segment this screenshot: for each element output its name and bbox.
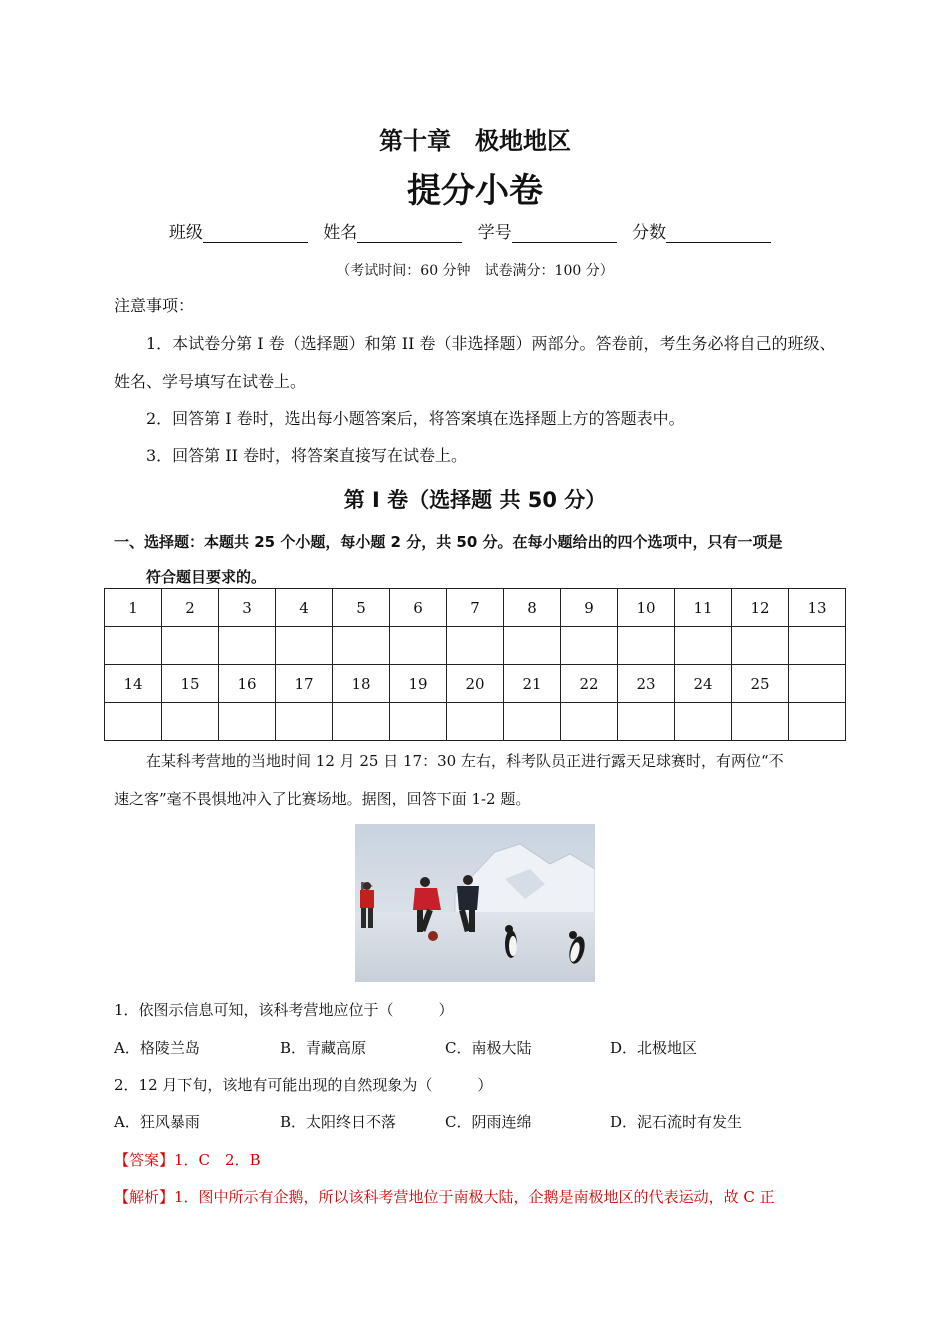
score-blank[interactable] (666, 226, 771, 243)
answer-cell[interactable] (561, 627, 618, 665)
answer-cell[interactable] (219, 627, 276, 665)
question-1-stem: 1．依图示信息可知，该科考营地应位于（ ） (114, 1001, 454, 1019)
q-number-cell: 24 (675, 665, 732, 703)
answer-cell[interactable] (105, 627, 162, 665)
answer-cell[interactable] (618, 703, 675, 741)
notice-heading: 注意事项： (114, 296, 195, 315)
q2-option-c[interactable]: C．阴雨连绵 (445, 1113, 532, 1131)
q-number-cell: 10 (618, 589, 675, 627)
q-number-cell (789, 665, 846, 703)
answer-cell[interactable] (162, 703, 219, 741)
notice-item-2: 2．回答第 I 卷时，选出每小题答案后，将答案填在选择题上方的答题表中。 (146, 409, 685, 428)
name-label: 姓名 (323, 223, 358, 243)
answer-cell[interactable] (276, 703, 333, 741)
answer-cell[interactable] (333, 627, 390, 665)
q-number-cell: 1 (105, 589, 162, 627)
answer-text: 1．C 2．B (174, 1151, 261, 1169)
q-number-cell: 13 (789, 589, 846, 627)
section1-instruction: 一、选择题：本题共 25 个小题，每小题 2 分，共 50 分。在每小题给出的四个选项中，只有一项是 (114, 533, 783, 551)
analysis-label: 【解析】 (114, 1188, 175, 1206)
q-number-cell: 6 (390, 589, 447, 627)
football (428, 931, 438, 941)
q-number-cell: 12 (732, 589, 789, 627)
answer-cell[interactable] (789, 703, 846, 741)
answer-cell[interactable] (675, 703, 732, 741)
q-number-cell: 15 (162, 665, 219, 703)
answer-cell[interactable] (732, 703, 789, 741)
q-number-cell: 7 (447, 589, 504, 627)
q1-option-a[interactable]: A．格陵兰岛 (114, 1039, 200, 1057)
passage-text: 在某科考营地的当地时间 12 月 25 日 17：30 左右，科考队员正进行露天足球赛时，有两位“不 (146, 752, 784, 770)
answer-table-header-row-1 (105, 589, 846, 627)
q2-option-d[interactable]: D．泥石流时有发生 (610, 1113, 743, 1131)
answer-cell[interactable] (390, 703, 447, 741)
class-label: 班级 (168, 223, 203, 243)
answer-cell[interactable] (789, 627, 846, 665)
passage-text-cont: 速之客”毫不畏惧地冲入了比赛场地。据图，回答下面 1-2 题。 (114, 790, 531, 808)
answer-label: 【答案】 (114, 1151, 175, 1169)
chapter-title: 第十章 极地地区 (379, 127, 571, 155)
question-2-stem: 2．12 月下旬，该地有可能出现的自然现象为（ ） (114, 1076, 493, 1094)
section1-instruction-cont: 符合题目要求的。 (146, 568, 267, 586)
answer-cell[interactable] (447, 703, 504, 741)
q-number-cell: 5 (333, 589, 390, 627)
notice-item-3: 3．回答第 II 卷时，将答案直接写在试卷上。 (146, 446, 467, 465)
answer-cell[interactable] (675, 627, 732, 665)
analysis-text: 1．图中所示有企鹅，所以该科考营地位于南极大陆，企鹅是南极地区的代表运动，故 C 正 (174, 1188, 775, 1206)
q-number-cell: 17 (276, 665, 333, 703)
answer-cell[interactable] (333, 703, 390, 741)
q1-option-b[interactable]: B．青藏高原 (280, 1039, 367, 1057)
answer-cell[interactable] (504, 627, 561, 665)
answer-row-2 (105, 703, 846, 741)
answer-cell[interactable] (504, 703, 561, 741)
q-number-cell: 14 (105, 665, 162, 703)
q-number-cell: 16 (219, 665, 276, 703)
answer-cell[interactable] (732, 627, 789, 665)
q-number-cell: 4 (276, 589, 333, 627)
class-blank[interactable] (203, 226, 308, 243)
answer-line (114, 1150, 261, 1170)
q-number-cell: 21 (504, 665, 561, 703)
notice-item-1: 1．本试卷分第 I 卷（选择题）和第 II 卷（非选择题）两部分。答卷前，考生务必将自己的班级、 (146, 334, 836, 353)
q-number-cell: 3 (219, 589, 276, 627)
answer-cell[interactable] (276, 627, 333, 665)
answer-cell[interactable] (219, 703, 276, 741)
q2-option-a[interactable]: A．狂风暴雨 (114, 1113, 200, 1131)
q-number-cell: 25 (732, 665, 789, 703)
score-label: 分数 (632, 223, 667, 243)
answer-cell[interactable] (618, 627, 675, 665)
analysis-line (114, 1187, 775, 1207)
answer-table-header-row-2 (105, 665, 846, 703)
q-number-cell: 23 (618, 665, 675, 703)
answer-cell[interactable] (561, 703, 618, 741)
answer-cell[interactable] (390, 627, 447, 665)
answer-cell[interactable] (162, 627, 219, 665)
q-number-cell: 19 (390, 665, 447, 703)
q2-option-b[interactable]: B．太阳终日不落 (280, 1113, 397, 1131)
section1-title: 第 I 卷（选择题 共 50 分） (343, 488, 607, 512)
answer-row-1 (105, 627, 846, 665)
q-number-cell: 2 (162, 589, 219, 627)
q-number-cell: 11 (675, 589, 732, 627)
answer-cell[interactable] (447, 627, 504, 665)
student-info-line (0, 218, 950, 243)
photo-illustration (355, 824, 595, 982)
id-blank[interactable] (512, 226, 617, 243)
q1-option-c[interactable]: C．南极大陆 (445, 1039, 532, 1057)
q-number-cell: 18 (333, 665, 390, 703)
answer-table (104, 588, 846, 741)
name-blank[interactable] (357, 226, 462, 243)
page-title: 提分小卷 (407, 171, 543, 211)
q1-option-d[interactable]: D．北极地区 (610, 1039, 698, 1057)
exam-time: （考试时间：60 分钟 试卷满分：100 分） (336, 263, 614, 279)
antarctic-football-photo (355, 824, 595, 982)
notice-item-1-cont: 姓名、学号填写在试卷上。 (114, 372, 307, 391)
id-label: 学号 (477, 223, 512, 243)
answer-cell[interactable] (105, 703, 162, 741)
q-number-cell: 8 (504, 589, 561, 627)
q-number-cell: 20 (447, 665, 504, 703)
q-number-cell: 9 (561, 589, 618, 627)
q-number-cell: 22 (561, 665, 618, 703)
